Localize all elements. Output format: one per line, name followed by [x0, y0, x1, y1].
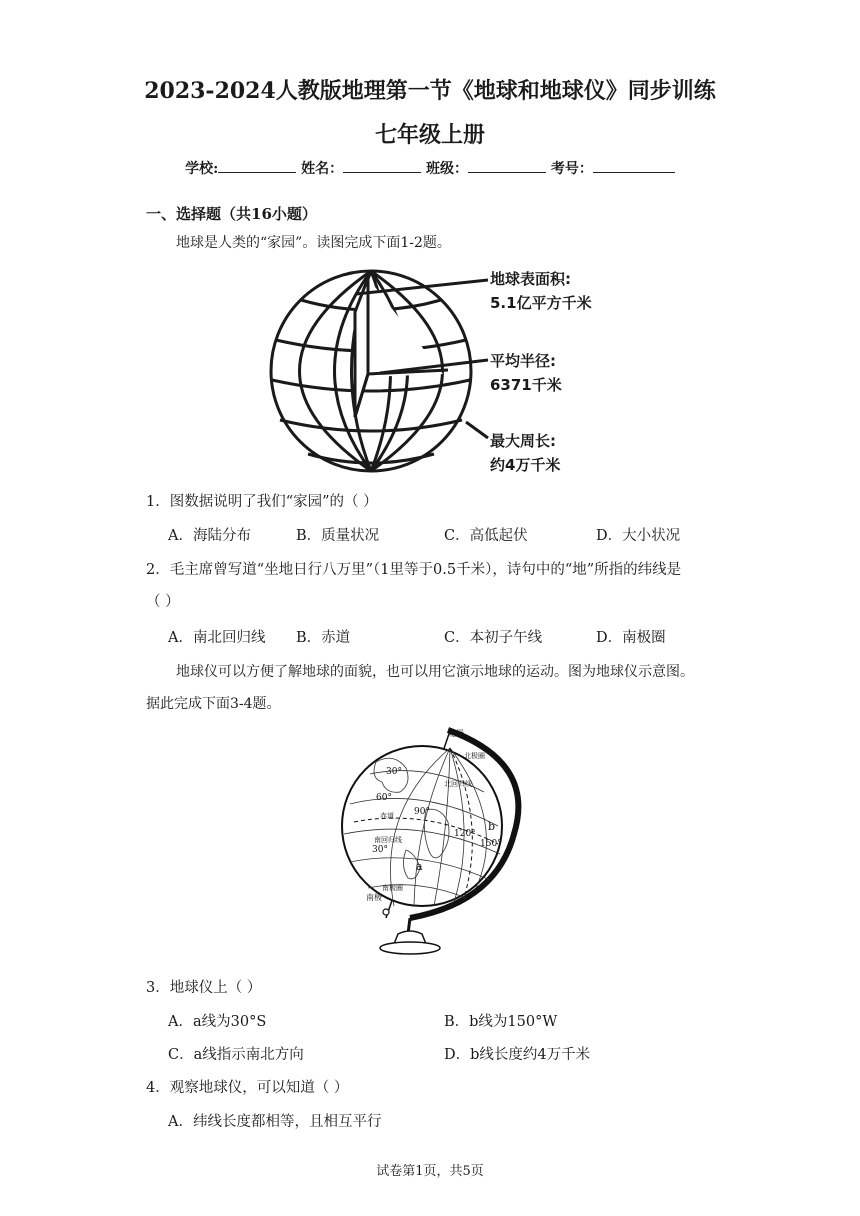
tropic-cancer-label: 北回归线 — [444, 780, 472, 788]
student-info-row — [0, 158, 860, 178]
deg-60-label: 60° — [376, 793, 392, 803]
question-2-number: 2． — [146, 562, 170, 578]
question-2-stem: 毛主席曾写道“坐地日行八万里”（1里等于0.5千米），诗句中的“地”所指的纬线是 — [169, 562, 682, 578]
q3-option-c[interactable]: C．a线指示南北方向 — [168, 1047, 304, 1063]
school-blank — [218, 160, 296, 173]
q2-option-c[interactable]: C．本初子午线 — [444, 630, 543, 646]
q1-option-d[interactable]: D．大小状况 — [596, 528, 681, 544]
name-blank — [343, 160, 421, 173]
north-pole-label: 北极 — [448, 729, 464, 738]
q4-option-a[interactable]: A．纬线长度都相等，且相互平行 — [168, 1114, 382, 1130]
q2-option-d[interactable]: D．南极圈 — [596, 630, 666, 646]
page-footer: 试卷第1页，共5页 — [376, 1164, 484, 1179]
q3-option-b[interactable]: B．b线为150°W — [444, 1014, 558, 1030]
question-2 — [146, 558, 681, 579]
question-3 — [146, 976, 261, 997]
page-title: 2023-2024人教版地理第一节《地球和地球仪》同步训练 — [144, 78, 716, 104]
material1-intro: 地球是人类的“家园”。读图完成下面1-2题。 — [176, 235, 451, 251]
globe-body — [342, 746, 502, 906]
label-b: b — [488, 820, 496, 833]
radius-value: 6371千米 — [490, 376, 562, 394]
deg-30-top-label: 30° — [386, 767, 402, 777]
deg-150-label: 150° — [480, 839, 502, 849]
q3-option-a[interactable]: A．a线为30°S — [168, 1014, 267, 1030]
deg-90-label: 90° — [414, 807, 430, 817]
equator-label: 赤道 — [380, 812, 394, 820]
circumference-value: 约4万千米 — [490, 456, 561, 474]
question-2-stem-cont: （ ） — [146, 594, 180, 610]
question-4-stem: 观察地球仪，可以知道（ ） — [169, 1080, 349, 1096]
question-4-number: 4． — [146, 1080, 170, 1096]
area-title: 地球表面积: — [490, 270, 571, 288]
page-subtitle: 七年级上册 — [374, 122, 485, 148]
question-3-number: 3． — [146, 980, 170, 996]
question-1 — [146, 490, 378, 511]
label-a: a — [416, 860, 423, 873]
question-1-stem: 图数据说明了我们“家园”的（ ） — [169, 494, 378, 510]
globe-figure — [336, 722, 526, 960]
q2-option-a[interactable]: A．南北回归线 — [168, 630, 266, 646]
deg-30-bottom-label: 30° — [372, 845, 388, 855]
q2-option-b[interactable]: B．赤道 — [296, 630, 351, 646]
q3-option-d[interactable]: D．b线长度约4万千米 — [444, 1047, 591, 1063]
question-1-number: 1． — [146, 494, 170, 510]
south-pole-label: 南极 — [366, 893, 382, 902]
radius-title: 平均半径: — [490, 352, 556, 370]
class-blank — [468, 160, 546, 173]
q1-option-c[interactable]: C．高低起伏 — [444, 528, 528, 544]
material2-intro-line2: 据此完成下面3-4题。 — [146, 696, 281, 712]
arctic-circle-label: 北极圈 — [464, 752, 485, 760]
exam-number-blank — [593, 160, 675, 173]
question-3-stem: 地球仪上（ ） — [169, 980, 262, 996]
q1-option-b[interactable]: B．质量状况 — [296, 528, 380, 544]
deg-120-label: 120° — [454, 829, 476, 839]
section-title: 一、选择题（共16小题） — [146, 205, 317, 223]
school-label: 学校: — [185, 161, 219, 177]
material2-intro-line1: 地球仪可以方便了解地球的面貌，也可以用它演示地球的运动。图为地球仪示意图。 — [176, 664, 694, 680]
class-label: 班级： — [426, 161, 469, 177]
tropic-capricorn-label: 南回归线 — [374, 836, 402, 844]
q1-option-a[interactable]: A．海陆分布 — [168, 528, 251, 544]
name-label: 姓名： — [301, 161, 344, 177]
antarctic-circle-label: 南极圈 — [382, 884, 403, 892]
area-value: 5.1亿平方千米 — [490, 294, 592, 312]
exam-number-label: 考号： — [550, 161, 593, 177]
circumference-title: 最大周长: — [490, 432, 556, 450]
question-4 — [146, 1076, 348, 1097]
